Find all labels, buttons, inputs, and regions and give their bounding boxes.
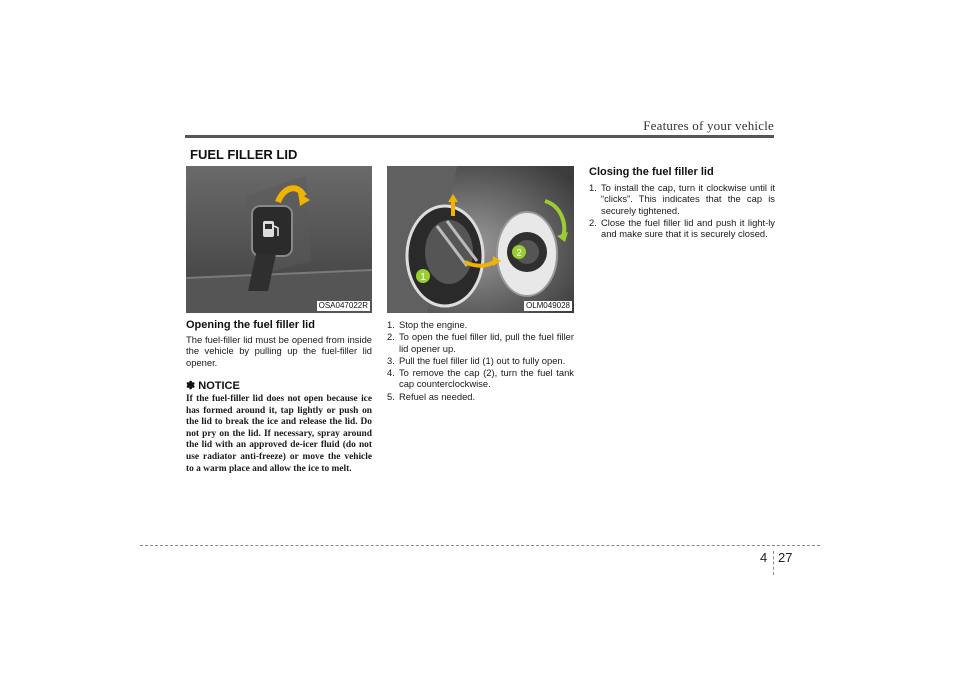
fuel-lid-open-illustration [387,166,574,313]
list-item: 4. To remove the cap (2), turn the fuel tank cap counterclockwise. [387,367,574,390]
notice-symbol-icon: ✽ [186,380,196,392]
list-item: 5. Refuel as needed. [387,390,476,402]
running-header: Features of your vehicle [643,118,774,133]
page-number-divider [773,551,774,575]
list-item: 3. Pull the fuel filler lid (1) out to fully open. [387,354,566,366]
opening-steps-list [387,319,574,403]
figure-code: OSA047022R [318,301,368,310]
notice-title: NOTICE [198,380,240,392]
opening-body: The fuel-filler lid must be opened from inside the vehicle by pulling up the fuel-filler lid opener. [186,334,372,368]
chapter-number: 4 [760,550,768,565]
figure-fuel-lid-opener [186,166,372,313]
svg-text:2: 2 [516,248,522,259]
svg-text:1: 1 [420,272,426,283]
footer-rule [140,545,820,546]
page-number: 27 [778,550,793,565]
figure-fuel-lid-open [387,166,574,313]
notice-heading [186,379,240,392]
callout-2 [512,245,526,259]
section-title: FUEL FILLER LID [190,147,298,162]
list-item: 1. To install the cap, turn it clockwise until it “clicks”. This indicates that the cap is securely tightened. [589,182,775,216]
closing-title: Closing the fuel filler lid [589,166,714,178]
fuel-lid-opener-illustration [186,166,372,313]
list-item: 2. Close the fuel filler lid and push it light-ly and make sure that it is securely closed. [589,216,775,240]
notice-body: If the fuel-filler lid does not open because ice has formed around it, tap lightly or push on the lid to break the ice and release the lid. Do not pry on the lid. If necessary, spray around the lid with an approved de-icer fluid (do not use radiator anti-freeze) or move the vehicle to a warm place and allow the ice to melt. [186,394,372,474]
figure-code: OLM049028 [525,301,570,310]
header-rule [185,135,774,138]
list-item: 1. Stop the engine. [387,319,468,330]
closing-steps-list [589,182,775,240]
list-item: 2. To open the fuel filler lid, pull the fuel filler lid opener up. [387,331,574,354]
callout-1 [416,269,430,283]
opening-title: Opening the fuel filler lid [186,319,315,331]
